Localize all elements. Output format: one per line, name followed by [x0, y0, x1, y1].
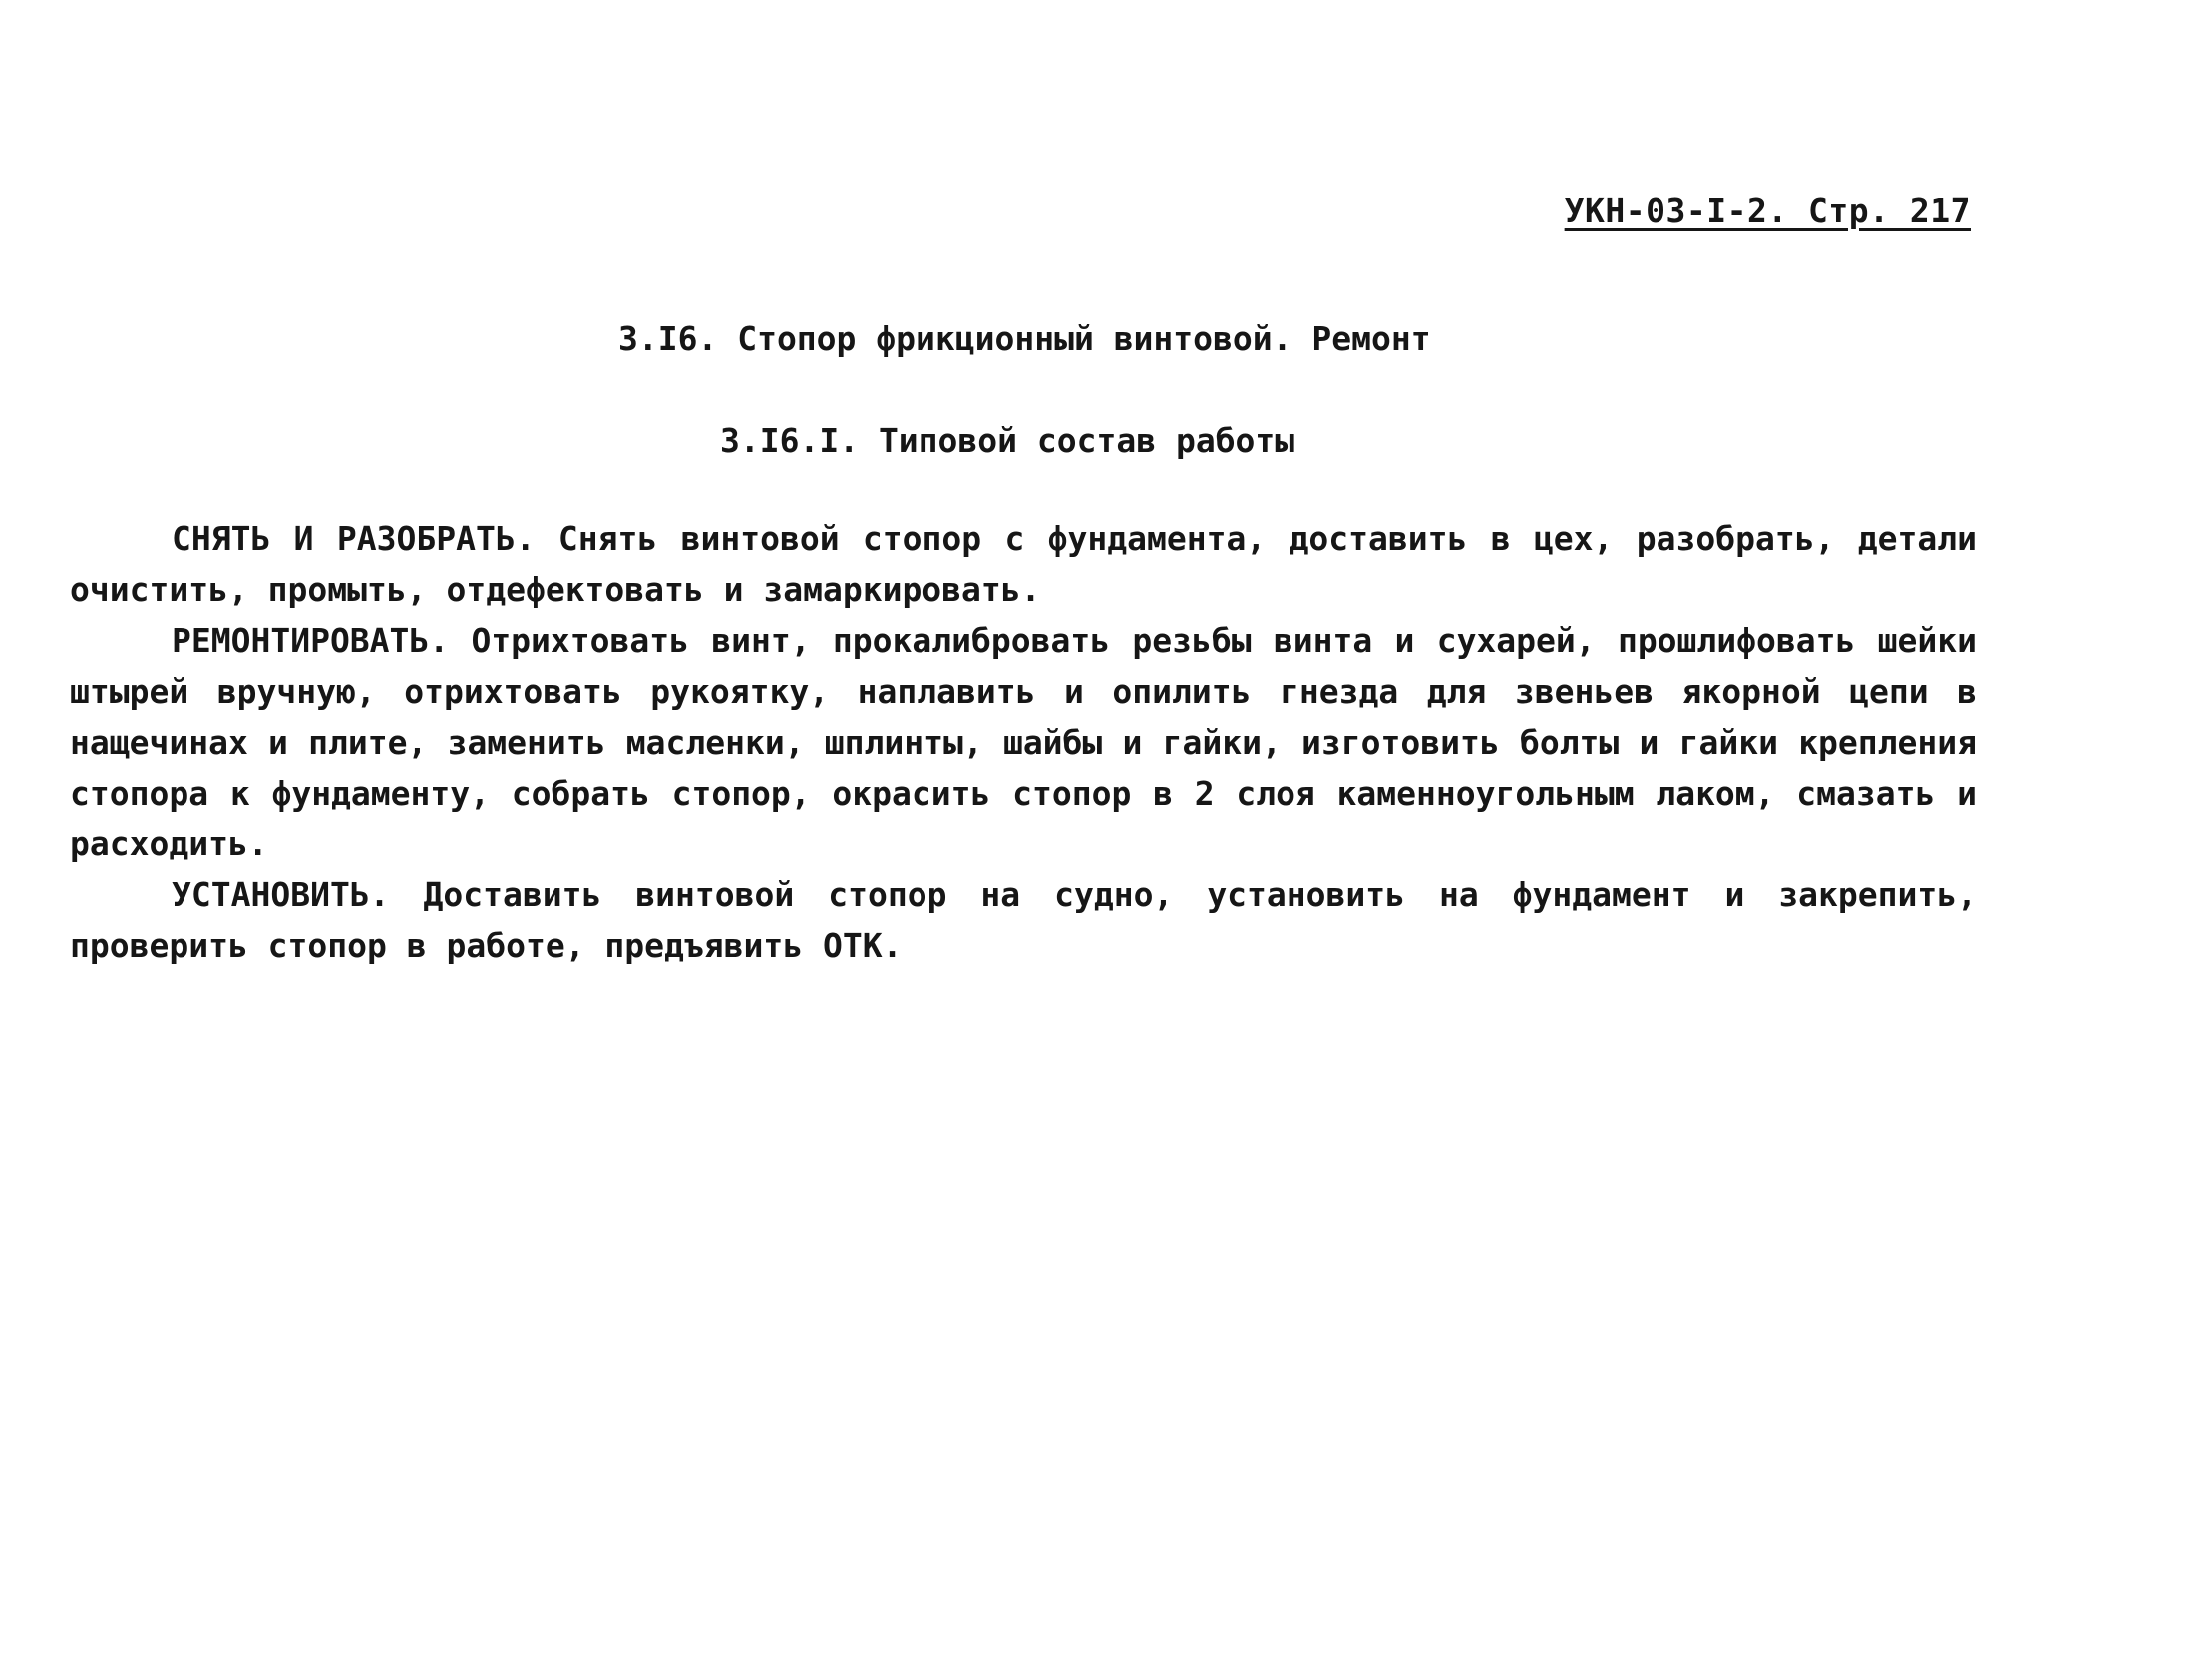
- page-header: УКН-03-I-2. Стр. 217: [1564, 191, 1971, 230]
- work-description: [70, 513, 1977, 971]
- paragraph-repair: РЕМОНТИРОВАТЬ. Отрихтовать винт, прокалибровать резьбы винта и сухарей, прошлифовать шейки штырей вручную, отрихтовать рукоятку, наплавить и опилить гнезда для звеньев якорной цепи в нащечинах и плите, заменить масленки, шплинты, шайбы и гайки, изготовить болты и гайки крепления стопора к фундаменту, собрать стопор, окрасить стопор в 2 слоя каменноугольным лаком, смазать и расходить.: [70, 621, 1977, 863]
- section-title: 3.I6. Стопор фрикционный винтовой. Ремонт: [618, 319, 1431, 358]
- paragraph-install: УСТАНОВИТЬ. Доставить винтовой стопор на судно, установить на фундамент и закрепить, проверить стопор в работе, предъявить ОТК.: [70, 875, 1977, 965]
- subsection-title: 3.I6.I. Типовой состав работы: [720, 421, 1295, 460]
- paragraph-remove-disassemble: СНЯТЬ И РАЗОБРАТЬ. Снять винтовой стопор с фундамента, доставить в цех, разобрать, детали очистить, промыть, отдефектовать и замаркировать.: [70, 519, 1977, 609]
